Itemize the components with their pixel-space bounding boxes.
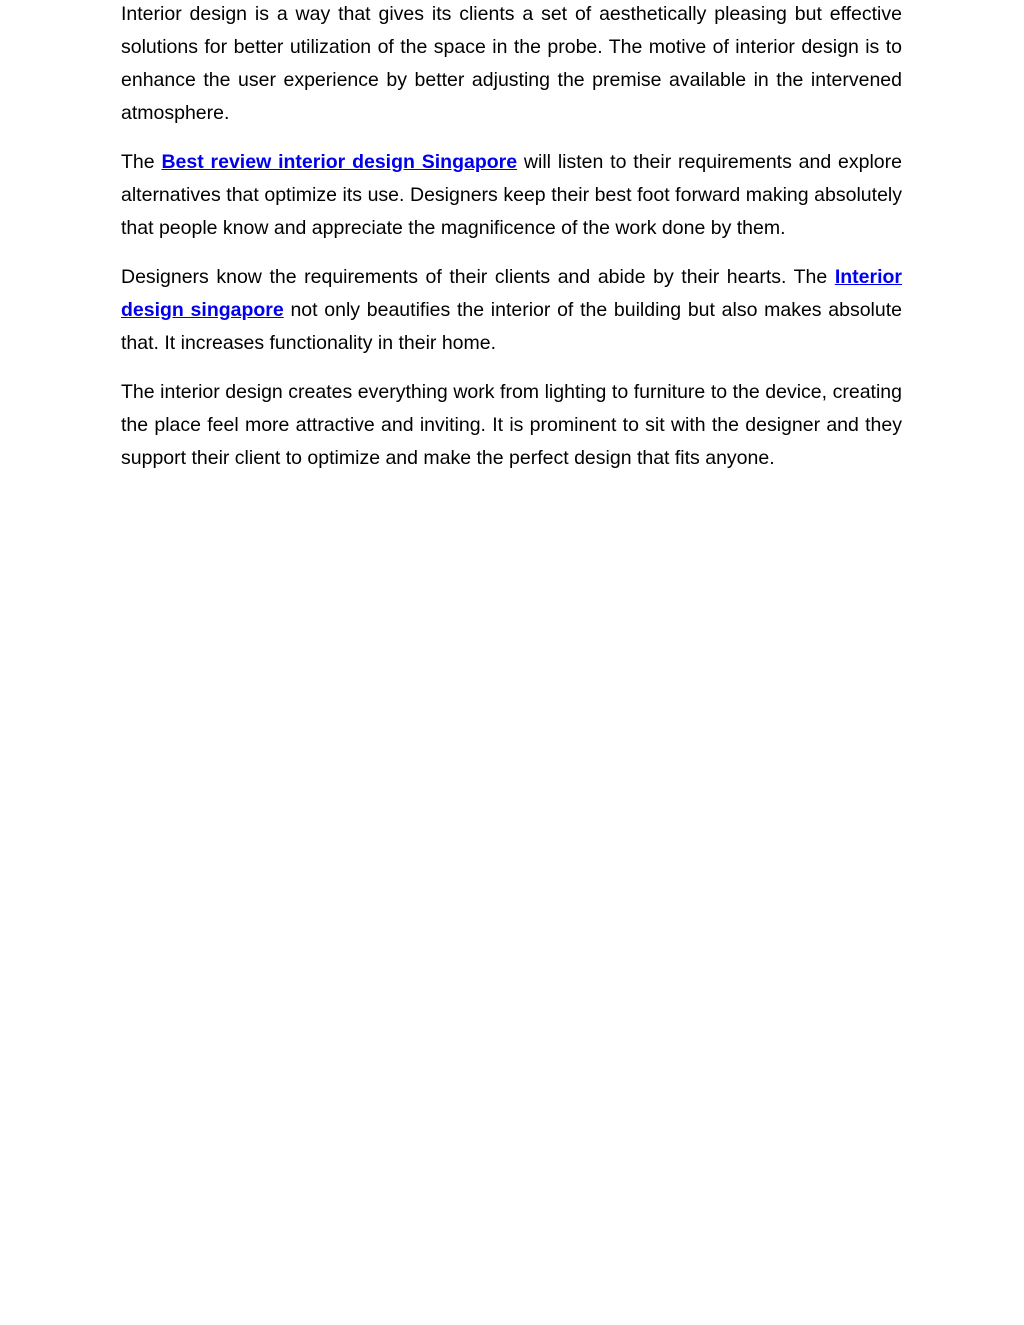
paragraph-text: will listen to their requirements and explore alternatives that optimize its use. Designers keep their best foot forward making absolutely that people know and appreciate the magnificence of the work done by them. bbox=[121, 151, 902, 239]
paragraph-text: Designers know the requirements of their clients and abide by their hearts. The bbox=[121, 266, 835, 288]
paragraph-designers bbox=[121, 261, 902, 360]
paragraph-text: not only beautifies the interior of the building but also makes absolute that. It increases functionality in their home. bbox=[121, 299, 902, 354]
paragraph-intro: Interior design is a way that gives its clients a set of aesthetically pleasing but effective solutions for better utilization of the space in the probe. The motive of interior design is to enhance the user experience by better adjusting the premise available in the intervened atmosphere. bbox=[121, 3, 902, 124]
interior-design-singapore-link[interactable]: Interior design singapore bbox=[121, 266, 902, 321]
paragraph-best-review bbox=[121, 146, 902, 245]
document-body bbox=[121, 0, 902, 491]
paragraph-text: The bbox=[121, 151, 162, 173]
best-review-interior-design-link[interactable]: Best review interior design Singapore bbox=[161, 151, 518, 173]
paragraph-closing: The interior design creates everything work from lighting to furniture to the device, creating the place feel more attractive and inviting. It is prominent to sit with the designer and they support their client to optimize and make the perfect design that fits anyone. bbox=[121, 381, 902, 469]
